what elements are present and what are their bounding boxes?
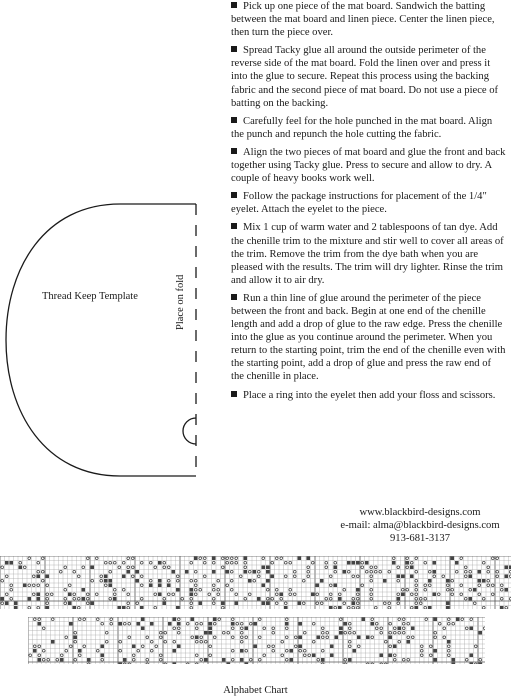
instruction-step: Follow the package instructions for placement of the 1/4" eyelet. Attach the eyelet to the piece. <box>231 191 487 216</box>
website-text: www.blackbird-designs.com <box>359 507 481 518</box>
instruction-step: Align the two pieces of mat board and glue the front and back together using Tacky glue. Press to secure and allow to dry. A couple of heavy books work well. <box>231 146 506 185</box>
alphabet-chart-grid-upper <box>0 556 511 609</box>
square-bullet-icon <box>231 2 237 8</box>
square-bullet-icon <box>231 223 237 229</box>
square-bullet-icon <box>231 117 237 123</box>
instruction-list <box>231 0 506 407</box>
instruction-step: Carefully feel for the hole punched in the mat board. Align the punch and repunch the hole cutting the fabric. <box>231 115 493 140</box>
chart-caption: Alphabet Chart <box>223 685 288 696</box>
instruction-step: Pick up one piece of the mat board. Sandwich the batting between the mat board and linen piece. Center the linen piece, then turn the piece over. <box>231 1 495 39</box>
alphabet-chart-grid-lower <box>28 617 485 664</box>
instruction-step: Spread Tacky glue all around the outside perimeter of the reverse side of the mat board. Fold the linen over and press it into the glue to secure. Repeat this process using the backing fabric and the second piece of mat board. Do not use a piece of batting on the backing. <box>231 45 499 109</box>
template-label: Thread Keep Template <box>42 291 138 302</box>
phone-text: 913-681-3137 <box>389 533 451 544</box>
square-bullet-icon <box>231 192 237 198</box>
square-bullet-icon <box>231 391 237 397</box>
square-bullet-icon <box>231 148 237 154</box>
thread-keep-template-outline <box>0 190 220 490</box>
instruction-step: Run a thin line of glue around the perimeter of the piece between the front and back. Begin at one end of the chenille length and add a drop of glue to the raw edge. Press the chenille into the glue as you continue around the perimeter. When you return to the starting point, trim the end of the chenille even with the starting point, add a drop of glue and press the raw end of the chenille in place. <box>231 292 506 383</box>
fold-label: Place on fold <box>175 274 186 330</box>
email-text: e-mail: alma@blackbird-designs.com <box>340 520 500 531</box>
square-bullet-icon <box>231 46 237 52</box>
instruction-step: Mix 1 cup of warm water and 2 tablespoons of tan dye. Add the chenille trim to the mixture and stir well to cover all areas of the trim. Remove the trim from the dye bath when you are pleased with the results. The trim will dry lighter. Rinse the trim and allow it to air dry. <box>231 222 504 286</box>
contact-block <box>330 506 510 545</box>
square-bullet-icon <box>231 294 237 300</box>
instruction-step: Place a ring into the eyelet then add your floss and scissors. <box>231 389 506 402</box>
